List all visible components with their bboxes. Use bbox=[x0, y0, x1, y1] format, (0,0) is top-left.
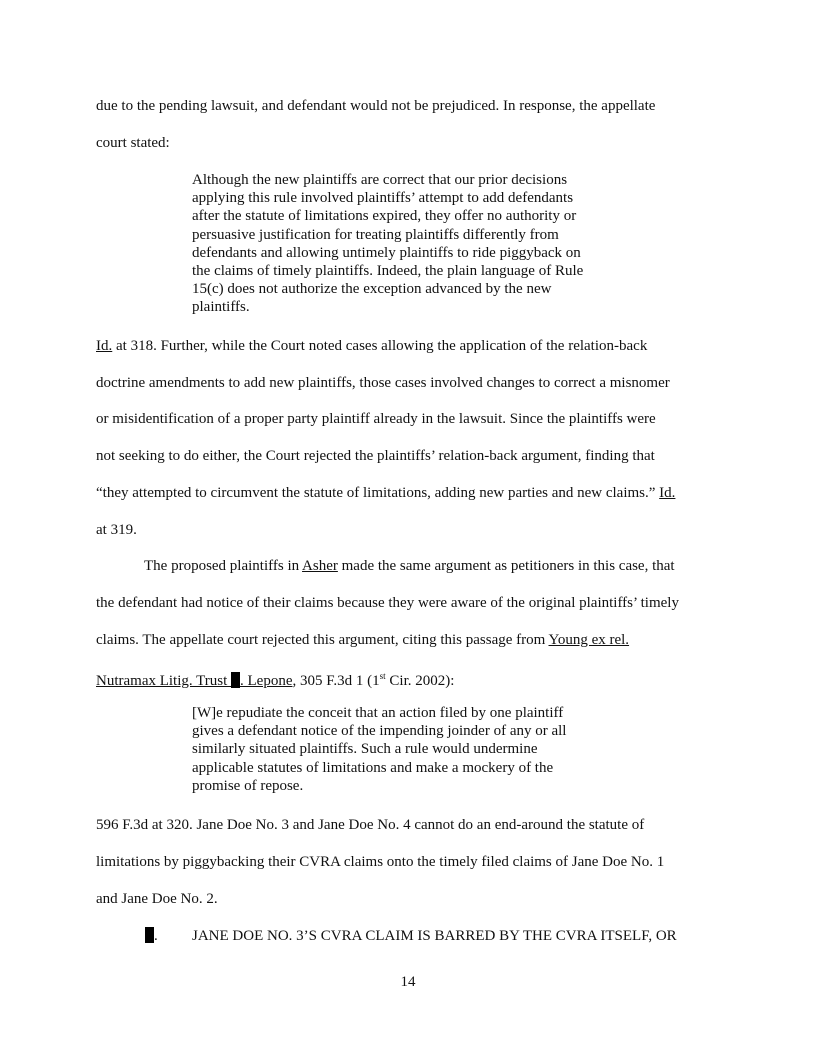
quote-line: promise of repose. bbox=[192, 777, 304, 794]
paragraph-4-line-2: limitations by piggybacking their CVRA claims onto the timely filed claims of Jane Doe No. 1 bbox=[96, 854, 665, 870]
case-name-asher: Asher bbox=[302, 558, 338, 574]
paragraph-3-line-4 bbox=[96, 667, 454, 690]
paragraph-2-line-3: or misidentification of a proper party plaintiff already in the lawsuit. Since the plaintiffs were bbox=[96, 411, 656, 427]
quote-line: Although the new plaintiffs are correct that our prior decisions bbox=[192, 172, 568, 188]
quote-line: applicable statutes of limitations and make a mockery of the bbox=[192, 759, 554, 776]
paragraph-3-line-1 bbox=[144, 557, 675, 575]
redaction-box bbox=[231, 672, 240, 688]
paragraph-3-text: claims. The appellate court rejected this argument, citing this passage from bbox=[96, 632, 549, 648]
paragraph-2-line-2: doctrine amendments to add new plaintiffs, those cases involved changes to correct a misnomer bbox=[96, 375, 670, 391]
paragraph-3-line-3 bbox=[96, 631, 629, 649]
quote-line: [W]e repudiate the conceit that an action filed by one plaintiff bbox=[192, 705, 564, 721]
citation-id: Id. bbox=[659, 485, 676, 501]
paragraph-4-line-1: 596 F.3d at 320. Jane Doe No. 3 and Jane Doe No. 4 cannot do an end-around the statute of bbox=[96, 817, 645, 833]
case-name-young: Young ex rel. bbox=[548, 632, 630, 648]
quote-line: gives a defendant notice of the impending joinder of any or all bbox=[192, 723, 567, 740]
quote-line: the claims of timely plaintiffs. Indeed, the plain language of Rule bbox=[192, 263, 584, 280]
quote-line: persuasive justification for treating plaintiffs differently from bbox=[192, 226, 559, 243]
paragraph-1-line-2: court stated: bbox=[96, 135, 170, 151]
page-number: 14 bbox=[400, 974, 416, 990]
citation-id: Id. bbox=[96, 338, 113, 354]
ordinal-superscript: st bbox=[379, 671, 386, 681]
paragraph-3-text: made the same argument as petitioners in this case, that bbox=[337, 558, 675, 574]
paragraph-4-line-3: and Jane Doe No. 2. bbox=[96, 891, 218, 907]
paragraph-3-text: The proposed plaintiffs in bbox=[144, 558, 303, 574]
paragraph-2-line-4: not seeking to do either, the Court rejected the plaintiffs’ relation-back argument, finding that bbox=[96, 448, 655, 464]
case-name-part: Nutramax Litig. Trust bbox=[96, 673, 232, 689]
paragraph-2-line-1 bbox=[96, 337, 647, 355]
redaction-box bbox=[145, 927, 154, 943]
paragraph-2-line-5 bbox=[96, 484, 675, 502]
paragraph-2-text: at 318. Further, while the Court noted cases allowing the application of the relation-back bbox=[112, 338, 648, 354]
quote-line: similarly situated plaintiffs. Such a rule would undermine bbox=[192, 741, 538, 758]
case-name-nutramax bbox=[96, 673, 293, 689]
quote-line: after the statute of limitations expired, they offer no authority or bbox=[192, 208, 577, 225]
paragraph-2-line-6: at 319. bbox=[96, 522, 137, 538]
block-quote-1 bbox=[192, 171, 583, 317]
block-quote-2 bbox=[192, 704, 566, 795]
paragraph-1-line-1: due to the pending lawsuit, and defendant would not be prejudiced. In response, the appellate bbox=[96, 98, 656, 114]
quote-line: 15(c) does not authorize the exception advanced by the new bbox=[192, 281, 552, 298]
paragraph-2-quote-text: “they attempted to circumvent the statute of limitations, adding new parties and new claims.” bbox=[96, 485, 660, 501]
citation: , 305 F.3d 1 (1 bbox=[292, 673, 380, 689]
quote-line: plaintiffs. bbox=[192, 299, 250, 316]
paragraph-3-line-2: the defendant had notice of their claims because they were aware of the original plaintiffs’ timely bbox=[96, 595, 679, 611]
section-heading: JANE DOE NO. 3’S CVRA CLAIM IS BARRED BY THE CVRA ITSELF, OR bbox=[192, 928, 677, 944]
citation-end: Cir. 2002): bbox=[385, 673, 455, 689]
section-heading-marker bbox=[145, 927, 158, 945]
quote-line: applying this rule involved plaintiffs’ attempt to add defendants bbox=[192, 190, 574, 207]
heading-marker-period: . bbox=[154, 928, 158, 944]
case-name-part: . Lepone bbox=[240, 673, 293, 689]
quote-line: defendants and allowing untimely plaintiffs to ride piggyback on bbox=[192, 244, 581, 261]
